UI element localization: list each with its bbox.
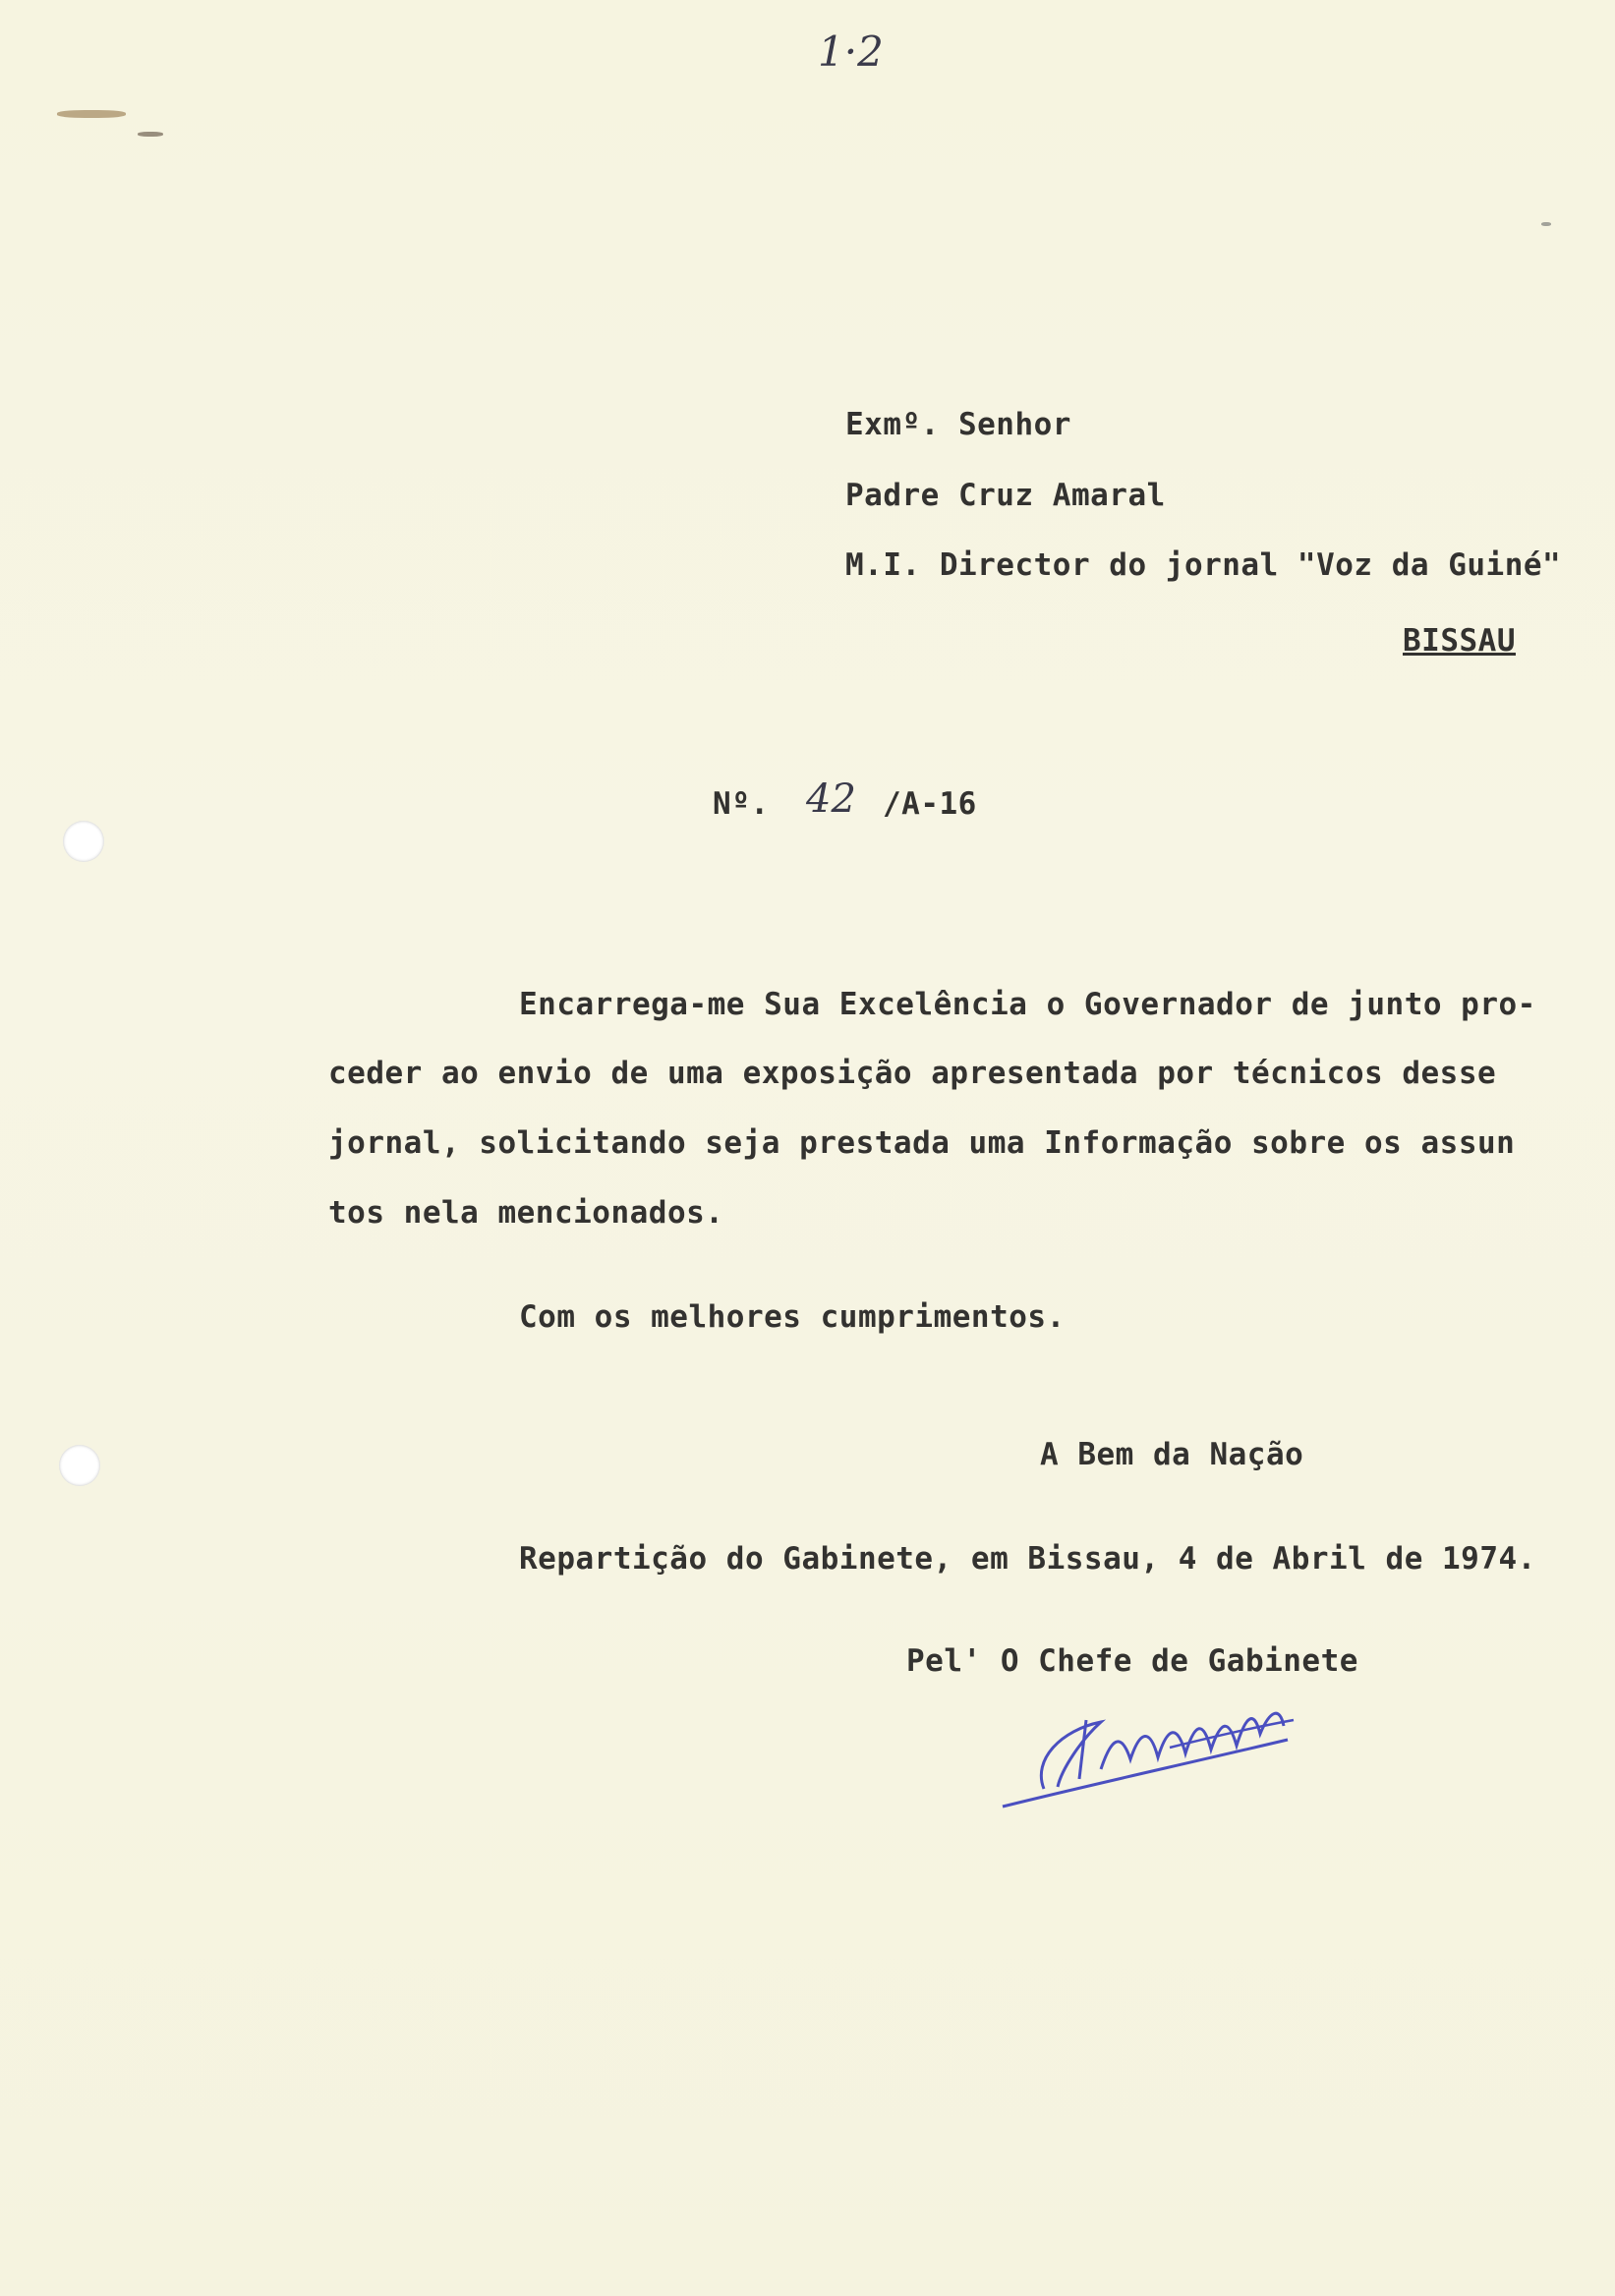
body-line-1: Encarrega-me Sua Excelência o Governador de junto pro- [519, 987, 1536, 1022]
folio-number: 1·2 [818, 28, 884, 76]
reference-label: Nº. [713, 786, 770, 822]
signature [993, 1681, 1307, 1818]
signatory-title: Pel' O Chefe de Gabinete [906, 1643, 1358, 1679]
recipient-salutation: Exmº. Senhor [845, 407, 1071, 442]
paper-stain [1541, 222, 1551, 226]
punch-hole-bottom [59, 1445, 100, 1486]
recipient-name: Padre Cruz Amaral [845, 478, 1166, 513]
place-date: Repartição do Gabinete, em Bissau, 4 de Abril de 1974. [519, 1541, 1536, 1577]
body-line-4: tos nela mencionados. [328, 1195, 724, 1231]
reference-number-handwritten: 42 [806, 776, 856, 822]
body-line-3: jornal, solicitando seja prestada uma Informação sobre os assun [328, 1125, 1516, 1161]
paper-stain [138, 132, 163, 137]
recipient-city: BISSAU [1403, 623, 1516, 659]
recipient-title: M.I. Director do jornal "Voz da Guiné" [845, 547, 1562, 583]
punch-hole-top [63, 821, 104, 862]
reference-suffix: /A-16 [883, 786, 977, 822]
closing-motto: A Bem da Nação [1040, 1437, 1304, 1472]
closing-greeting: Com os melhores cumprimentos. [519, 1299, 1066, 1335]
body-line-2: ceder ao envio de uma exposição apresentada por técnicos desse [328, 1056, 1497, 1091]
paper-stain [57, 110, 126, 118]
